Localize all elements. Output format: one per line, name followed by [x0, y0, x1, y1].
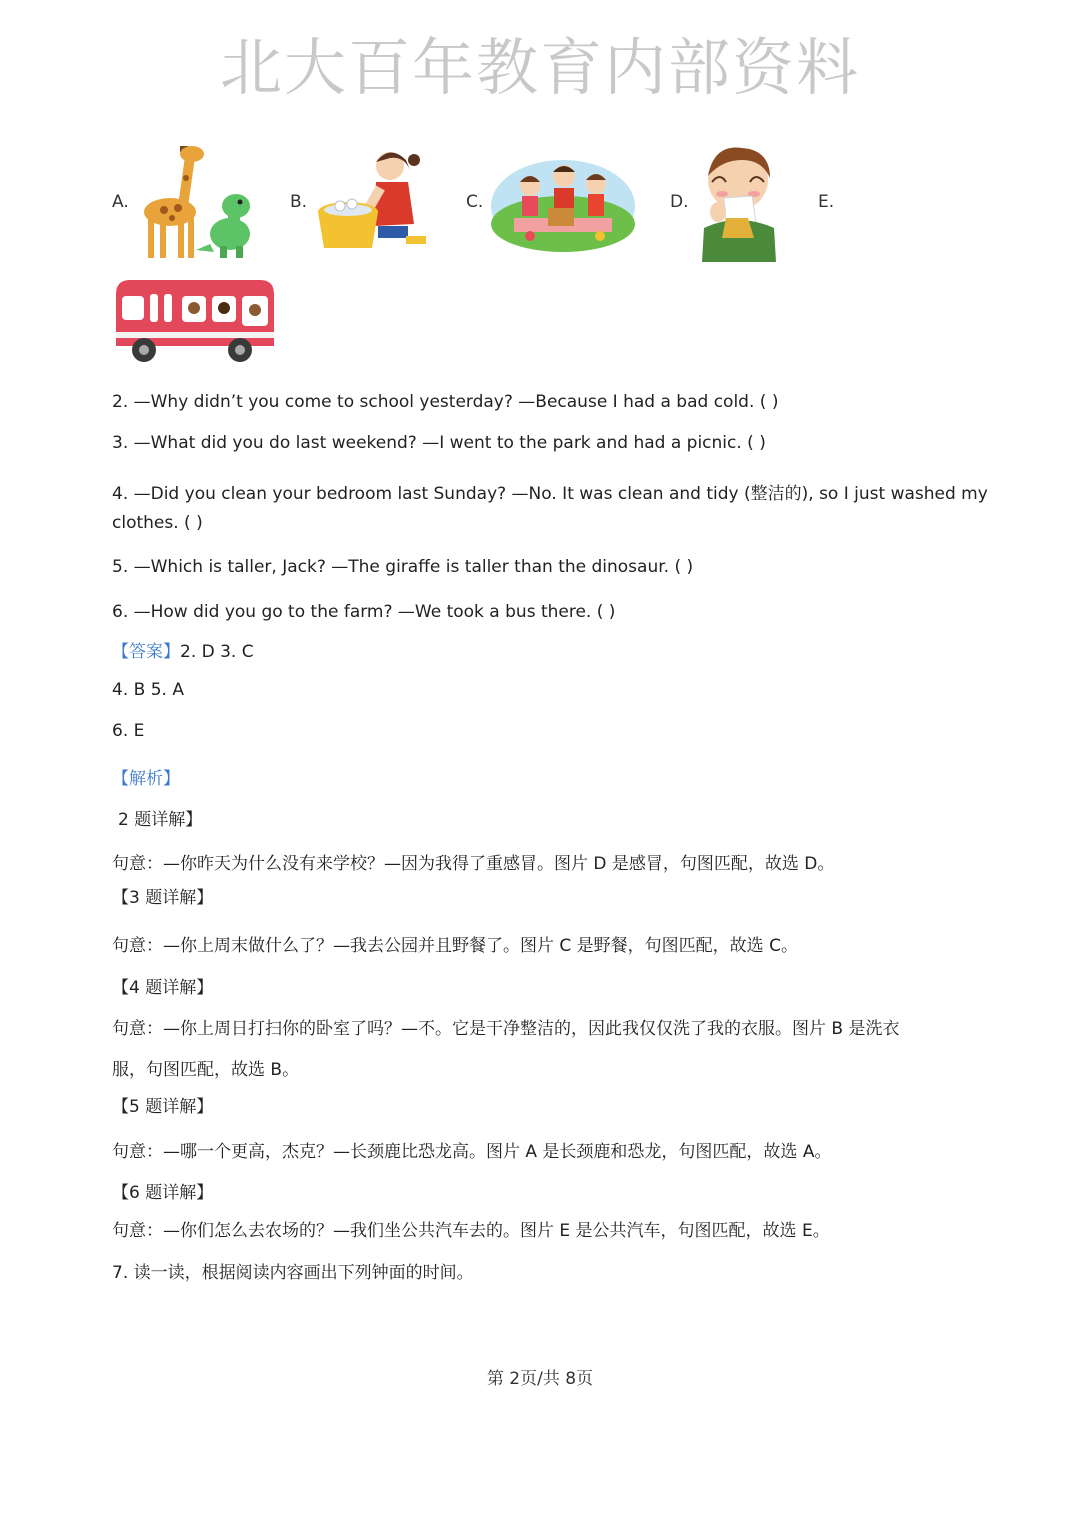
option-c-label: C. — [466, 192, 484, 212]
option-e-label: E. — [818, 192, 835, 212]
question-5: 5. —Which is taller, Jack? —The giraffe is taller than the dinosaur. ( ) — [112, 557, 694, 577]
analysis-heading-4: 【4 题详解】 — [112, 978, 214, 998]
analysis-text-2: 句意：—你昨天为什么没有来学校？—因为我得了重感冒。图片 D 是感冒，句图匹配，故选 D。 — [112, 854, 835, 874]
analysis-text-3: 句意：—你上周末做什么了？—我去公园并且野餐了。图片 C 是野餐，句图匹配，故选 C。 — [112, 936, 798, 956]
question-4-line-1: 4. —Did you clean your bedroom last Sunday? —No. It was clean and tidy (整洁的), so I just washed my — [112, 484, 988, 504]
question-6: 6. —How did you go to the farm? —We took a bus there. ( ) — [112, 602, 616, 622]
option-d-label: D. — [670, 192, 689, 212]
page-number: 第 2页/共 8页 — [486, 1369, 594, 1389]
analysis-label: 【解析】 — [112, 769, 180, 789]
analysis-heading-3: 【3 题详解】 — [112, 888, 214, 908]
watermark: 北大百年教育内部资料 — [219, 31, 860, 104]
bus-illustration — [112, 276, 278, 368]
boy-with-cold-illustration — [696, 142, 780, 262]
question-4-line-2: clothes. ( ) — [112, 513, 203, 533]
analysis-heading-5: 【5 题详解】 — [112, 1097, 214, 1117]
answer-label: 【答案】 — [112, 642, 180, 662]
analysis-heading-6: 【6 题详解】 — [112, 1183, 214, 1203]
answer-block — [112, 637, 254, 662]
giraffe-dinosaur-illustration — [136, 138, 256, 262]
option-a-label: A. — [112, 192, 129, 212]
analysis-text-6: 句意：—你们怎么去农场的？—我们坐公共汽车去的。图片 E 是公共汽车，句图匹配，故选 E。 — [112, 1221, 830, 1241]
answer-line-3: 6. E — [112, 721, 145, 741]
analysis-text-4-line-2: 服，句图匹配，故选 B。 — [112, 1060, 300, 1080]
girl-washing-clothes-illustration — [318, 146, 430, 254]
analysis-heading-2: 2 题详解】 — [118, 810, 203, 830]
option-b-label: B. — [290, 192, 308, 212]
analysis-text-4-line-1: 句意：—你上周日打扫你的卧室了吗？—不。它是干净整洁的，因此我仅仅洗了我的衣服。图片 B 是洗衣 — [112, 1019, 900, 1039]
picnic-illustration — [490, 146, 636, 254]
question-7: 7. 读一读，根据阅读内容画出下列钟面的时间。 — [112, 1263, 474, 1283]
question-2: 2. —Why didn’t you come to school yesterday? —Because I had a bad cold. ( ) — [112, 392, 779, 412]
question-3: 3. —What did you do last weekend? —I went to the park and had a picnic. ( ) — [112, 433, 766, 453]
answer-line-1: 2. D 3. C — [180, 642, 254, 662]
answer-line-2: 4. B 5. A — [112, 680, 184, 700]
analysis-text-5: 句意：—哪一个更高，杰克？—长颈鹿比恐龙高。图片 A 是长颈鹿和恐龙，句图匹配，故选 A。 — [112, 1142, 832, 1162]
